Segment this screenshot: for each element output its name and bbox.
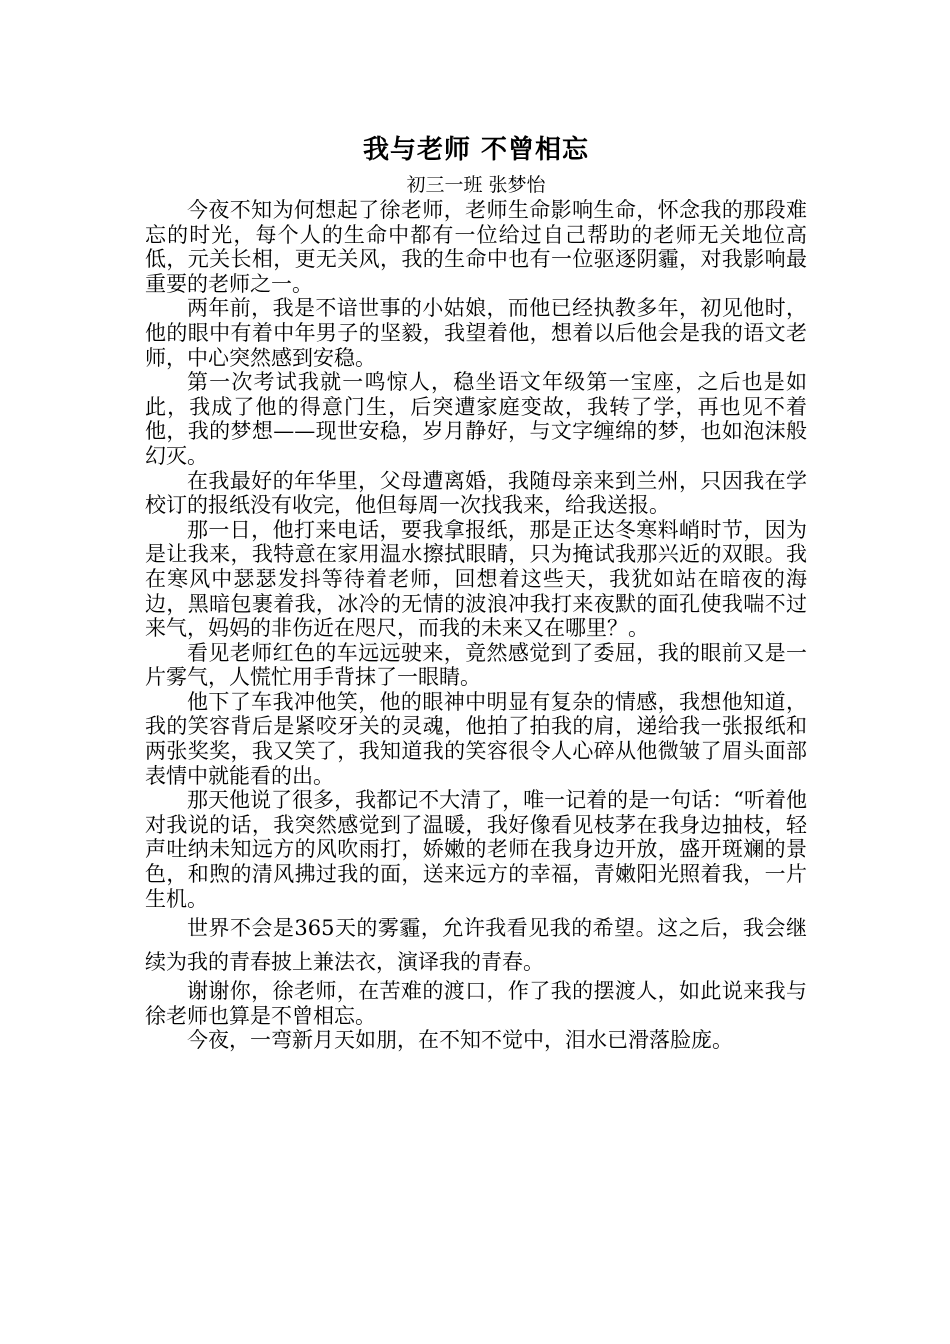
- paragraph-9: 世界不会是365天的雾霾，允许我看见我的希望。这之后，我会继续为我的青春披上兼法衣，演译我的青春。: [145, 916, 807, 975]
- paragraph-7: 他下了车我冲他笑，他的眼神中明显有复杂的情感，我想他知道，我的笑容背后是紧咬牙关的灵魂，他拍了拍我的肩，递给我一张报纸和两张奖奖，我又笑了，我知道我的笑容很令人心碎从他微皱了眉头面部表情中就能看的出。: [145, 689, 807, 788]
- paragraph-10: 谢谢你，徐老师，在苦难的渡口，作了我的摆渡人，如此说来我与徐老师也算是不曾相忘。: [145, 979, 807, 1028]
- paragraph-5: 那一日，他打来电话，要我拿报纸，那是正达冬寒料峭时节，因为是让我来，我特意在家用温水擦拭眼睛，只为掩试我那兴近的双眼。我在寒风中瑟瑟发抖等待着老师，回想着这些天，我犹如站在暗夜的海边，黑暗包裹着我，冰冷的无情的波浪冲我打来夜默的面孔使我喘不过来气，妈妈的非伤近在咫尺，而我的未来又在哪里？。: [145, 517, 807, 641]
- paragraph-6: 看见老师红色的车远远驶来，竟然感觉到了委屈，我的眼前又是一片雾气，人慌忙用手背抹了一眼睛。: [145, 640, 807, 690]
- essay-body: [145, 198, 807, 1053]
- paragraph-3: 第一次考试我就一鸣惊人，稳坐语文年级第一宝座，之后也是如此，我成了他的得意门生，后突遭家庭变故，我转了学，再也见不着他，我的梦想——现世安稳，岁月静好，与文字缠绵的梦，也如泡沫般幻灭。: [145, 370, 807, 468]
- document-page: [145, 132, 807, 1053]
- author-line: 初三一班 张梦怡: [406, 174, 546, 196]
- paragraph-11: 今夜，一弯新月天如朋，在不知不觉中，泪水已滑落脸庞。: [187, 1028, 733, 1053]
- paragraph-4: 在我最好的年华里，父母遭离婚，我随母亲来到兰州，只因我在学校订的报纸没有收完，他但每周一次找我来，给我送报。: [145, 468, 807, 518]
- paragraph-1: 今夜不知为何想起了徐老师，老师生命影响生命，怀念我的那段难忘的时光，每个人的生命中都有一位给过自己帮助的老师无关地位高低，元关长相，更无关风，我的生命中也有一位驱逐阴霾，对我影响最重要的老师之一。: [145, 198, 807, 296]
- paragraph-8: 那天他说了很多，我都记不大清了，唯一记着的是一句话：“听着他对我说的话，我突然感觉到了温暖，我好像看见枝茅在我身边抽枝，轻声吐纳未知远方的风吹雨打，娇嫩的老师在我身边开放，盛开斑斓的景色，和煦的清风拂过我的面，送来远方的幸福，青嫩阳光照着我，一片生机。: [145, 788, 807, 911]
- essay-title: 我与老师 不曾相忘: [362, 135, 590, 165]
- paragraph-2: 两年前，我是不谙世事的小姑娘，而他已经执教多年，初见他时，他的眼中有着中年男子的坚毅，我望着他，想着以后他会是我的语文老师，中心突然感到安稳。: [145, 296, 807, 370]
